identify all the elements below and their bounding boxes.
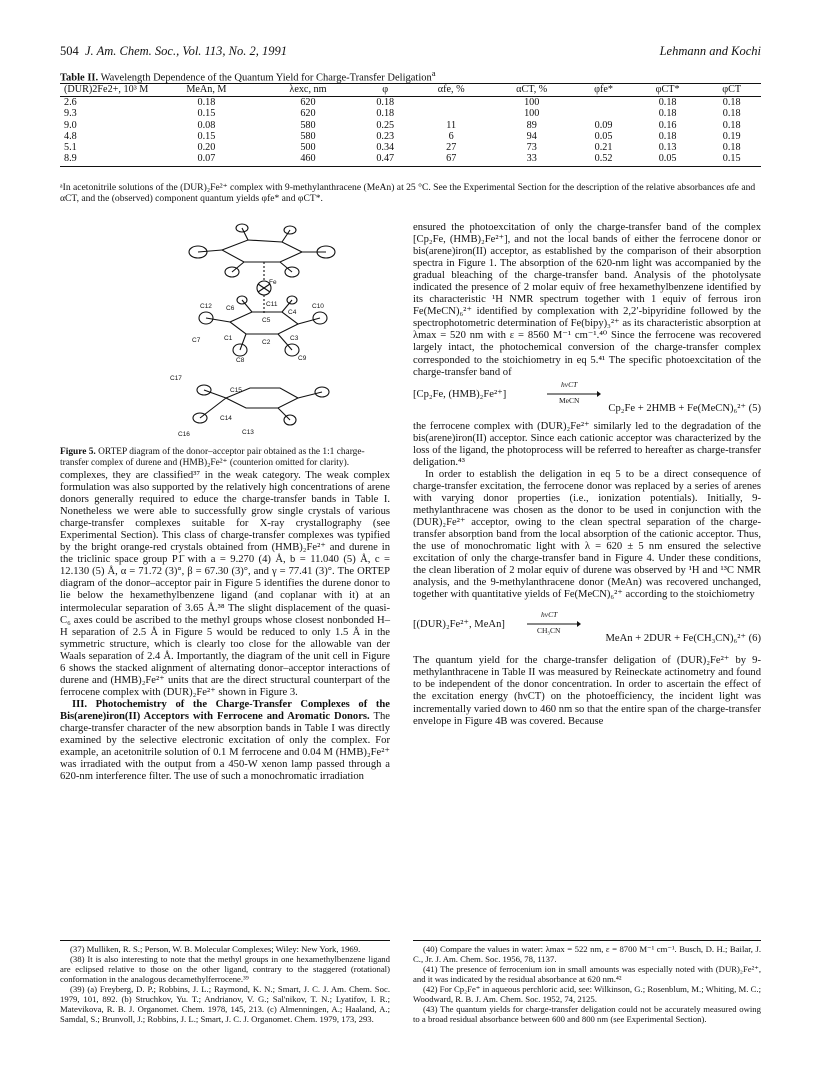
table-cell: 0.15: [197, 130, 216, 142]
table-cell: 0.18: [722, 142, 741, 154]
footnote: (40) Compare the values in water: λmax = 522 nm, ε = 8700 M⁻¹ cm⁻¹. Busch, D. H.; Bailar, J. C., Jr. J. Am. Chem. Soc. 1956, 78, 1137.: [413, 944, 761, 964]
table-column-header: φfe*: [574, 84, 632, 97]
paragraph: [60, 699, 390, 783]
table-cell: 0.21: [594, 142, 613, 154]
atom-label: C4: [288, 309, 297, 316]
table-column-header: φCT: [702, 84, 761, 97]
table-cell: 500: [300, 142, 316, 154]
eq6-rhs: MeAn + 2DUR + Fe(CH₃CN)₆²⁺ (6): [605, 633, 761, 645]
figure-caption-text: ORTEP diagram of the donor–acceptor pair obtained as the 1:1 charge-transfer complex of durene and (HMB)₂Fe²⁺ (counterion omitted for clarity).: [60, 447, 365, 468]
table-cell: 9.3: [64, 108, 77, 120]
authors: Lehmann and Kochi: [659, 44, 761, 58]
right-column: [413, 222, 761, 728]
table-cell: 0.13: [658, 142, 677, 154]
table-cell: 6: [448, 130, 454, 142]
footnote: (38) It is also interesting to note that the methyl groups in one hexamethylbenzene ligand are eclipsed relative to those on the other ligand, contrary to the staggered (rotational) conformation in the analogous decamethylferrocene.³⁹: [60, 954, 390, 984]
table-column-header: MeAn, M: [154, 84, 259, 97]
table-cell: 73: [526, 142, 537, 154]
paragraph: complexes, they are classified³⁷ in the weak category. The weak complex formulation was also supported by the relatively high concentrations of arene donors generally required to educe the charge-transfer bands in Table I. Nonetheless we were able to successfully grow single crystals of various charge-transfer complexes suitable for X-ray crystallography (see Experimental Section). This class of charge-transfer complexes was typified by the bright orange-red crystals obtained from (HMB)₂Fe²⁺ and durene in the triclinic space group P1̄ with a = 9.270 (4) Å, b = 11.040 (5) Å, c = 12.130 (5) Å, α = 71.72 (3)°, β = 67.30 (3)°, and γ = 77.41 (3)°. The ORTEP diagram of the donor–acceptor pair in Figure 5 identifies the durene donor to lie below the hexamethylbenzene ligand (and coplanar with it) at an intermolecular separation of 3.65 Å.³⁸ The slight displacement of the quasi-C₆ axes could be ascribed to the methyl groups whose closest nonbonded H–H separation of 2.5 Å in Figure 5 would be reduced to only 1.5 Å in the symmetric structure, which is clearly too close for the allowable van der Waals separation of 2.4 Å. Importantly, the diagram of the unit cell in Figure 6 shows the stacked alignment of alternating donor–acceptor interactions of durene and (HMB)₂Fe²⁺ units that are the direct structural counterpart of the ferrocene complex with (DUR)₂Fe²⁺ shown in Figure 3.: [60, 470, 390, 698]
table-row: [60, 108, 761, 119]
table-cell: 0.34: [376, 142, 395, 154]
table-cell: 0.15: [702, 153, 761, 167]
paragraph: In order to establish the deligation in eq 5 to be a direct consequence of charge-transfer excitation, the ferrocene donor was replaced by a series of arenes with varying donor properties (i.e., ionization potentials). Initially, 9-methylanthracene was chosen as the donor to be used in conjunction with the (DUR)₂Fe²⁺ acceptor, owing to the clean spectral separation of the charge-transfer absorption band from the local absorption of the cationic acceptor. Thus, the use of monochromatic light with λ = 620 ± 5 nm ensured the selective excitation of only the charge-transfer band in Figure 4. Under these conditions, the clean liberation of 2 molar equiv of durene was observed by ¹H and ¹³C NMR analysis, and the 9-methylanthracene donor (MeAn) was recovered unchanged, together with quantitative yields of Fe(MeCN)₆²⁺ according to the stoichiometry: [413, 468, 761, 601]
table-cell: [413, 108, 489, 119]
paragraph: the ferrocene complex with (DUR)₂Fe²⁺ similarly led to the degradation of the bis(arene)iron(II) acceptor. Since each cationic acceptor was characterized by the loss of the ligand, the photoprocess will be referred to hereafter as charge-transfer deligation.⁴³: [413, 420, 761, 468]
table-cell: 89: [526, 119, 537, 131]
table-cell: 0.05: [594, 130, 613, 142]
table-cell: 460: [259, 153, 357, 167]
page-number: 504: [60, 44, 79, 58]
table-cell: 0.07: [154, 153, 259, 167]
table-row: [60, 97, 761, 109]
table-cell: 33: [489, 153, 574, 167]
table-cell: 67: [413, 153, 489, 167]
table-cell: 0.23: [376, 130, 395, 142]
eq6-lhs: [(DUR)₂Fe²⁺, MeAn]: [413, 619, 505, 631]
table-cell: 620: [300, 108, 316, 120]
table-cell: 94: [526, 130, 537, 142]
atom-label: C10: [312, 303, 324, 310]
table-cell: 0.16: [658, 119, 677, 131]
table-cell: 11: [446, 119, 457, 131]
footnote: (42) For Cp₂Fe⁺ in aqueous perchloric acid, see: Wilkinson, G.; Rosenblum, M.; Whiting, M. C.; Woodward, R. B. J. Am. Chem. Soc. 1952, 74, 2125.: [413, 984, 761, 1004]
table-row: [60, 120, 761, 131]
table-cell: 5.1: [64, 142, 77, 154]
table-row: [60, 131, 761, 142]
table-cell: [413, 97, 489, 109]
equation-6: [413, 609, 761, 645]
table-cell: 580: [300, 130, 316, 142]
atom-label: C8: [236, 357, 245, 364]
table-caption: [60, 68, 761, 84]
atom-label: C14: [220, 415, 232, 422]
eq5-rhs: Cp₂Fe + 2HMB + Fe(MeCN)₆²⁺ (5): [608, 402, 761, 414]
table-cell: 0.18: [658, 108, 677, 120]
table-cell: 0.18: [722, 97, 741, 109]
table-cell: 620: [300, 97, 316, 109]
table-row: [60, 153, 761, 167]
table-cell: 9.0: [64, 119, 77, 131]
atom-label: C1: [224, 335, 233, 342]
footnote: (43) The quantum yields for charge-transfer deligation could not be accurately measured owing to a broad residual absorbance between 600 and 800 nm (see Experimental Section).: [413, 1004, 761, 1024]
table-cell: 2.6: [64, 97, 77, 109]
atom-label: Fe: [269, 279, 277, 286]
atom-label: C6: [226, 305, 235, 312]
table-column-header: αfe, %: [413, 84, 489, 97]
table-column-header: λexc, nm: [259, 84, 357, 97]
atom-label: C7: [192, 337, 201, 344]
table-title-footnote-mark: a: [431, 68, 436, 78]
table-cell: 27: [446, 142, 457, 154]
table-cell: 0.15: [197, 108, 216, 120]
figure-label: Figure 5.: [60, 447, 96, 457]
atom-label: C3: [290, 335, 299, 342]
atom-label: C2: [262, 339, 271, 346]
eq5-lhs: [Cp₂Fe, (HMB)₂Fe²⁺]: [413, 388, 507, 400]
table-cell: 0.20: [197, 142, 216, 154]
paragraph: ensured the photoexcitation of only the charge-transfer band of the complex [Cp₂Fe, (HMB)₂Fe²⁺], and not the local bands of either the ferrocene donor or bis(arene)iron(II) acceptor, as established by the comparison of their absorption spectra in Figure 1. The absorption of the 620-nm light was accompanied by the gradual bleaching of the charge-transfer band. Analysis of the photolysate indicated the presence of 2 molar equiv of free hexamethylbenzene identified by its characteristic ¹H NMR spectrum together with 1 equiv of ferrous iron Fe(MeCN)₆²⁺ identified by complexation with 2,2′-bipyridine followed by the spectrophotometric determination of Fe(bipy)₃²⁺ as its characteristic absorption at λmax = 520 nm with ε = 8560 M⁻¹ cm⁻¹.⁴⁰ Since the ferrocene was recovered largely intact, the photochemical conversion of the charge-transfer complex corresponded to the stoichiometry in eq 5.⁴¹ The specific photoexcitation of the charge-transfer band of: [413, 222, 761, 378]
atom-label: C15: [230, 387, 242, 394]
paragraph: The quantum yield for the charge-transfer deligation of (DUR)₂Fe²⁺ by 9-methylanthracene in Table II was measured by Reineckate actinometry and found to be independent of the donor concentration. In order to ascertain the effect of the excitation energy (hνCT) on the photoefficiency, the incident light was incrementally varied down to 460 nm so that the entire span of the charge-transfer envelope in Figure 4B was covered. Because: [413, 655, 761, 727]
table-cell: 0.52: [574, 153, 632, 167]
table-cell: 0.47: [357, 153, 413, 167]
eq6-arrow-above: hνCT: [541, 610, 558, 620]
running-header: [60, 44, 761, 62]
table-cell: 0.18: [658, 130, 677, 142]
table-footnote: ᵃIn acetonitrile solutions of the (DUR)₂Fe²⁺ complex with 9-methylanthracene (MeAn) at 25 °C. See the Experimental Section for the description of the relative absorbances αfe and αCT, and the (observed) component quantum yields φfe* and φCT*.: [60, 182, 756, 205]
table-cell: 0.18: [722, 119, 741, 131]
table-cell: [574, 97, 632, 109]
table-cell: [574, 108, 632, 119]
table-column-header: (DUR)2Fe2+, 10³ M: [60, 84, 154, 97]
journal-citation: J. Am. Chem. Soc., Vol. 113, No. 2, 1991: [85, 44, 287, 58]
table-cell: 0.09: [594, 119, 613, 131]
atom-label: C13: [242, 429, 254, 436]
atom-label: C17: [170, 375, 182, 382]
table-cell: 100: [524, 108, 540, 120]
table-cell: 0.18: [376, 108, 395, 120]
table-cell: 0.18: [376, 97, 395, 109]
figure-5-caption: [60, 447, 390, 469]
table-title: Wavelength Dependence of the Quantum Yield for Charge-Transfer Deligation: [100, 72, 432, 84]
table-cell: 0.18: [658, 97, 677, 109]
footnote: (37) Mulliken, R. S.; Person, W. B. Molecular Complexes; Wiley: New York, 1969.: [70, 944, 361, 954]
atom-label: C11: [266, 301, 278, 308]
table-cell: 8.9: [60, 153, 154, 167]
table-cell: 100: [524, 97, 540, 109]
footnotes-left: [60, 944, 390, 1024]
table-column-header: φ: [357, 84, 413, 97]
table-column-header: αCT, %: [489, 84, 574, 97]
left-column: [60, 470, 390, 783]
atom-label: C9: [298, 355, 307, 362]
table-cell: 0.25: [376, 119, 395, 131]
paragraph-text: The charge-transfer character of the new absorption bands in Table I was directly examined by the selective electronic excitation of only the complex. For example, an acetonitrile solution of 0.1 M ferrocene and 0.04 M (HMB)₂Fe²⁺ was irradiated with the output from a 450-W xenon lamp passed through a 620-nm interference filter. The use of such a monochromatic irradiation: [60, 710, 390, 783]
table-cell: 0.08: [197, 119, 216, 131]
table-cell: 0.18: [722, 108, 741, 120]
page-number-and-journal: [60, 44, 287, 59]
table-cell: 580: [300, 119, 316, 131]
table-cell: 0.05: [633, 153, 703, 167]
eq5-arrow-below: MeCN: [559, 395, 580, 405]
table-row: [60, 142, 761, 153]
table-cell: 0.19: [722, 130, 741, 142]
eq5-arrow-above: hνCT: [561, 379, 578, 389]
footnote: (39) (a) Freyberg, D. P.; Robbins, J. L.; Raymond, K. N.; Smart, J. C. J. Am. Chem. Soc. 1979, 101, 892. (b) Struchkov, Yu. T.; Andrianov, V. G.; Sal'nikov, T. N.; Lyatifov, I. R.; Matevikova, R. B. J. Organomet. Chem. 1978, 145, 213. (c) Almenningen, A.; Haaland, A.; Samdal, S.; Brunvoll, J.; Robbins, J. L.; Smart, J. C. J. Organomet. Chem. 1979, 173, 293.: [60, 984, 390, 1024]
atom-label: C16: [178, 431, 190, 438]
table-column-header: φCT*: [633, 84, 703, 97]
quantum-yield-table: [60, 83, 761, 167]
table-cell: 0.18: [197, 97, 216, 109]
section-heading: III. Photochemistry of the Charge-Transfer Complexes of the Bis(arene)iron(II) Acceptors with Ferrocene and Aromatic Donors.: [60, 698, 390, 722]
equation-5: [413, 379, 761, 415]
table-label: Table II.: [60, 72, 99, 84]
footnote-divider: [60, 940, 390, 941]
ortep-diagram: [170, 222, 370, 444]
atom-label: C12: [200, 303, 212, 310]
eq6-arrow-below: CH₃CN: [537, 626, 561, 636]
table-cell: 4.8: [64, 130, 77, 142]
footnotes-right: [413, 944, 761, 1024]
footnote: (41) The presence of ferrocenium ion in small amounts was especially noted with (DUR)₂Fe²⁺, and it was indicated by the residual absorbance at 620 nm.⁴²: [413, 964, 761, 984]
footnote-divider: [413, 940, 761, 941]
atom-label: C5: [262, 317, 271, 324]
